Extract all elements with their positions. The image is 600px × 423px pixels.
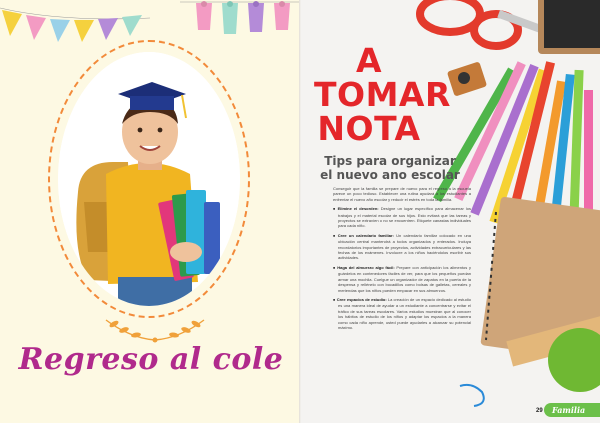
tip-item xyxy=(333,265,471,293)
subtitle-line: Tips para organizar xyxy=(324,154,456,168)
right-page xyxy=(300,0,600,423)
tip-heading: Elimine el desorden: xyxy=(337,206,379,212)
tip-text: Un calendario familiar colocado en una ubicación central mantendrá a todos organizados y enterados. Incluya recordatorios importantes de proyectos, actividades extracurriculares y las fechas de los exámenes. Involucre a los niños haciéndolos escribir sus actividades. xyxy=(338,232,472,261)
article-headline xyxy=(314,41,451,148)
article-subtitle xyxy=(305,154,475,182)
laurel-wreath-ornament xyxy=(100,310,210,344)
tip-heading: Haga del almuerzo algo fácil: xyxy=(337,264,395,270)
tip-item xyxy=(333,297,471,330)
headline-line: NOTA xyxy=(317,109,421,148)
paper-clip-image xyxy=(460,385,484,406)
tip-item xyxy=(333,206,471,229)
page-number: 29 xyxy=(536,408,543,414)
tip-text: Prepare con anticipación los alimentos y guárdelos en contenedores fáciles de ver, para que los pequeños puedan armar una mochila. Cuelgue un organizador de zapatos en la puerta de la despensa y rellénelo con bocadillos como bolsas de galletas, cereales y meriendas que los niños pueden empacar en sus almuerzos. xyxy=(338,264,471,293)
left-page-title: Regreso al cole xyxy=(18,342,284,377)
brand-logo: Familia xyxy=(552,405,586,415)
tip-item xyxy=(333,233,471,261)
tassel-garland xyxy=(196,1,290,34)
tip-text: Designe un lugar específico para almacenar los trabajos y el material escolar de sus hijos. Esto evitará que las tareas y proyectos se extravíen o no se encuentren. Etiquete canastas individuales para cada niño. xyxy=(338,206,471,229)
scissors-image xyxy=(420,0,556,46)
tip-text: La creación de un espacio dedicado al estudio es una manera ideal de ayudar a un estudiante a concentrarse y evitar el tráfico de sus tareas escolares. Varios estudios muestran que al conocer los hábitos de estudio de los niños y adaptar los espacios a la manera como cada niño aprende, usted puede ayudarles a alcanzar su potencial máximo. xyxy=(338,296,471,330)
subtitle-line: el nuevo ano escolar xyxy=(320,168,460,182)
tip-heading: Cree un calendario familiar: xyxy=(337,232,394,238)
dashed-oval-frame xyxy=(48,40,250,318)
page-gutter xyxy=(299,0,301,423)
article-body xyxy=(333,186,471,334)
tip-heading: Cree espacios de estudio: xyxy=(336,296,387,302)
headline-line: A TOMAR xyxy=(314,41,451,114)
article-intro: Conseguir que la familia se prepare de nuevo para el regreso a la escuela parece un poco tedioso. Establecer una rutina ayudará a los estudiantes a enfrentar el nuevo año escolar y reducir el estrés en toda la familia. xyxy=(333,186,471,202)
